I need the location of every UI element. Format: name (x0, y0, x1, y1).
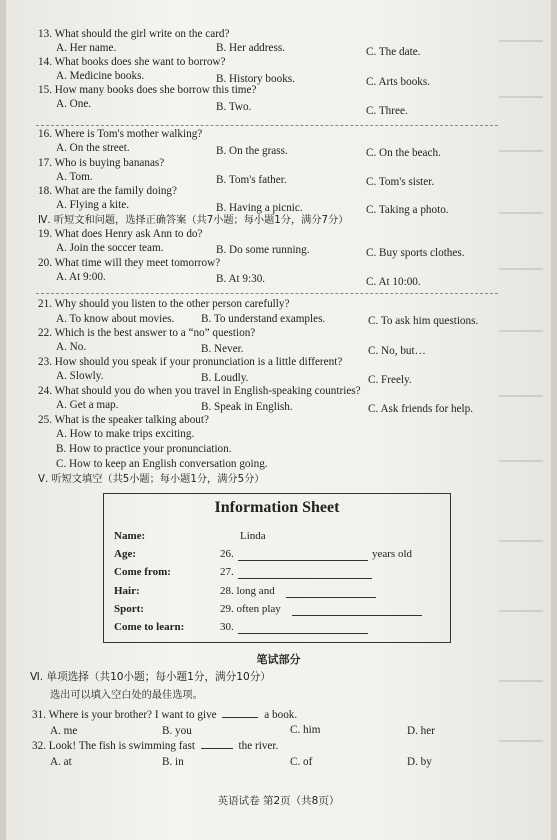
question-31-stem: 31. Where is your brother? I want to give (32, 709, 217, 721)
question-32-stem: 32. Look! The fish is swimming fast (32, 740, 195, 752)
option-c: C. Buy sports clothes. (366, 247, 465, 259)
option-b: B. Loudly. (201, 372, 249, 384)
option-a: A. At 9:00. (56, 271, 106, 283)
option-d: D. by (407, 756, 432, 768)
option-b: B. Tom's father. (216, 174, 287, 186)
bleed-through (491, 0, 551, 840)
section-6-instruction: 选出可以填入空白处的最佳选项。 (50, 690, 203, 701)
question-20: 20. What time will they meet tomorrow? (38, 257, 221, 269)
option-b: B. Two. (216, 101, 252, 113)
option-b: B. To understand examples. (201, 313, 326, 325)
section-5-title: Ⅴ. 听短文填空（共5小题；每小题1分，满分5分） (38, 474, 265, 485)
option-c: C. On the beach. (366, 147, 441, 159)
option-b: B. Never. (201, 343, 244, 355)
option-a: A. Slowly. (56, 370, 104, 382)
option-a: A. On the street. (56, 142, 130, 154)
option-a: A. To know about movies. (56, 313, 175, 325)
option-25b: B. How to practice your pronunciation. (56, 443, 232, 455)
option-b: B. in (162, 756, 184, 768)
option-a: A. me (50, 725, 78, 737)
divider (36, 125, 498, 126)
question-24: 24. What should you do when you travel in English-speaking countries? (38, 385, 361, 397)
question-31 (32, 709, 297, 722)
blank-32[interactable] (201, 748, 233, 749)
question-16: 16. Where is Tom's mother walking? (38, 128, 203, 140)
option-a: A. One. (56, 98, 92, 110)
blank-27[interactable] (238, 578, 372, 579)
blank-30[interactable] (238, 633, 368, 634)
option-25c: C. How to keep an English conversation going. (56, 458, 268, 470)
option-c: C. No, but… (368, 345, 426, 357)
question-18: 18. What are the family doing? (38, 185, 177, 197)
blank-28[interactable] (286, 597, 376, 598)
option-c: C. Ask friends for help. (368, 403, 474, 415)
question-19: 19. What does Henry ask Ann to do? (38, 228, 203, 240)
option-c: C. of (290, 756, 313, 768)
label-name: Name: (114, 530, 146, 542)
option-a: A. Flying a kite. (56, 199, 130, 211)
question-17: 17. Who is buying bananas? (38, 157, 165, 169)
option-b: B. On the grass. (216, 145, 288, 157)
page-footer: 英语试卷 第2页（共8页） (217, 795, 340, 807)
option-a: A. Her name. (56, 42, 117, 54)
option-b: B. you (162, 725, 192, 737)
option-a: A. Medicine books. (56, 70, 145, 82)
label-learn: Come to learn: (114, 621, 185, 633)
label-hair: Hair: (114, 585, 140, 597)
divider (36, 293, 498, 294)
question-14: 14. What books does she want to borrow? (38, 56, 226, 68)
option-b: B. History books. (216, 73, 295, 85)
blank-31[interactable] (222, 717, 258, 718)
question-31-stem-end: a book. (264, 709, 298, 721)
option-b: B. Her address. (216, 42, 285, 54)
question-22: 22. Which is the best answer to a “no” question? (38, 327, 256, 339)
option-c: C. Tom's sister. (366, 176, 435, 188)
option-a: A. Join the soccer team. (56, 242, 164, 254)
section-6-title: Ⅵ. 单项选择（共10小题；每小题1分，满分10分） (30, 671, 271, 683)
option-b: B. Do some running. (216, 244, 310, 256)
label-from: Come from: (114, 566, 171, 578)
option-c: C. The date. (366, 46, 421, 58)
option-c: C. To ask him questions. (368, 315, 479, 327)
section-4-title: Ⅳ. 听短文和问题，选择正确答案（共7小题；每小题1分，满分7分） (38, 215, 349, 226)
blank-29[interactable] (292, 615, 422, 616)
option-c: C. Three. (366, 105, 408, 117)
option-a: A. Tom. (56, 171, 93, 183)
information-sheet (103, 493, 451, 643)
option-c: C. him (290, 724, 321, 736)
option-b: B. Having a picnic. (216, 202, 303, 214)
option-a: A. at (50, 756, 72, 768)
question-21: 21. Why should you listen to the other person carefully? (38, 298, 290, 310)
option-b: B. At 9:30. (216, 273, 266, 285)
value-name: Linda (240, 530, 266, 542)
label-age: Age: (114, 548, 136, 560)
exam-page (6, 0, 551, 840)
value-hair: 28. long and (220, 585, 275, 597)
value-from: 27. (220, 566, 234, 578)
option-d: D. her (407, 725, 435, 737)
sheet-title: Information Sheet (214, 499, 340, 516)
option-a: A. Get a map. (56, 399, 119, 411)
value-sport: 29. often play (220, 603, 281, 615)
option-a: A. No. (56, 341, 87, 353)
option-b: B. Speak in English. (201, 401, 293, 413)
question-23: 23. How should you speak if your pronunciation is a little different? (38, 356, 343, 368)
value-learn: 30. (220, 621, 234, 633)
question-25: 25. What is the speaker talking about? (38, 414, 209, 426)
option-c: C. Freely. (368, 374, 412, 386)
question-13: 13. What should the girl write on the card? (38, 28, 230, 40)
option-25a: A. How to make trips exciting. (56, 428, 195, 440)
label-sport: Sport: (114, 603, 144, 615)
option-c: C. Arts books. (366, 76, 431, 88)
option-c: C. Taking a photo. (366, 204, 449, 216)
value-age: 26. (220, 548, 234, 560)
question-32-stem-end: the river. (238, 740, 279, 752)
age-suffix: years old (372, 548, 413, 560)
question-15: 15. How many books does she borrow this time? (38, 84, 257, 96)
blank-26[interactable] (238, 560, 368, 561)
option-c: C. At 10:00. (366, 276, 421, 288)
written-part-title: 笔试部分 (256, 653, 301, 666)
question-32 (32, 740, 278, 753)
